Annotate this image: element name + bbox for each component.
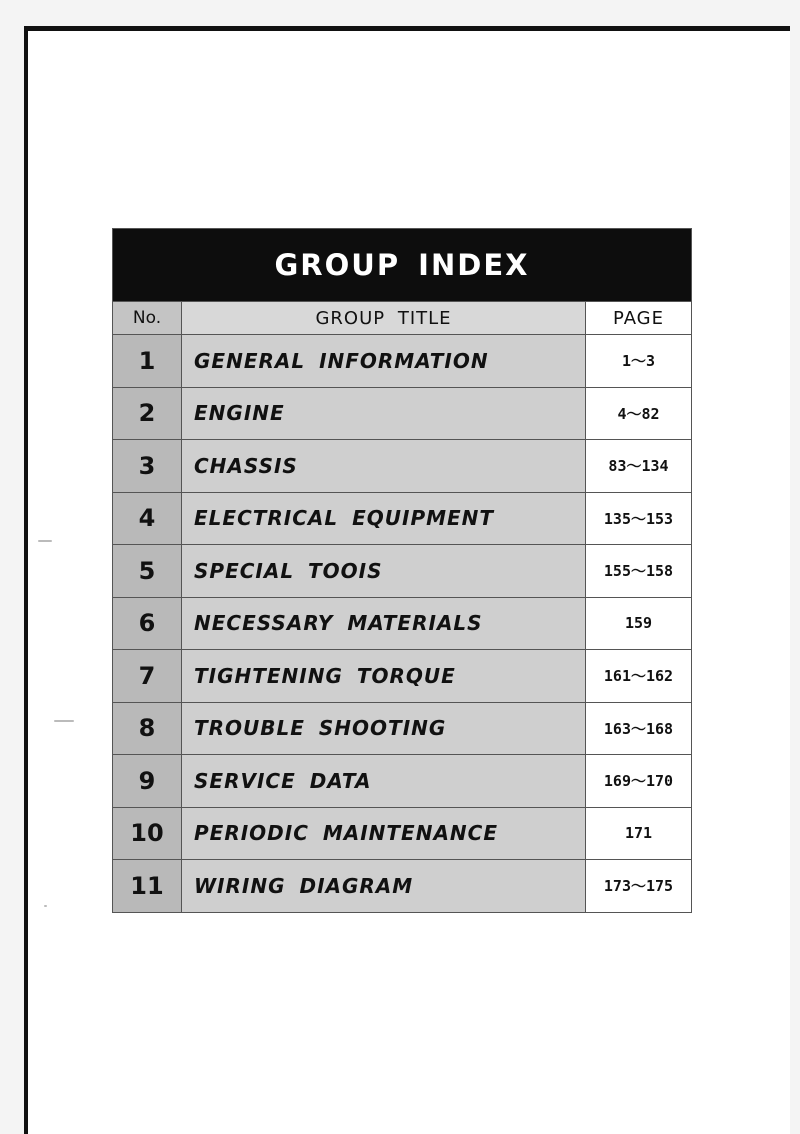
page-range: 135～153 <box>586 492 692 545</box>
column-header-group-title: GROUP TITLE <box>182 302 586 335</box>
table-row <box>113 597 692 650</box>
table-row <box>113 755 692 808</box>
group-title: WIRING DIAGRAM <box>182 860 586 913</box>
group-number: 8 <box>113 702 182 755</box>
group-title: TROUBLE SHOOTING <box>182 702 586 755</box>
page-range: 163～168 <box>586 702 692 755</box>
table-row <box>113 492 692 545</box>
group-title: GENERAL INFORMATION <box>182 335 586 388</box>
column-header-no: No. <box>113 302 182 335</box>
group-title: ELECTRICAL EQUIPMENT <box>182 492 586 545</box>
table-row <box>113 440 692 493</box>
group-title: ENGINE <box>182 387 586 440</box>
column-header-page: PAGE <box>586 302 692 335</box>
page-range: 171 <box>586 807 692 860</box>
scan-speck <box>44 905 47 907</box>
table-row <box>113 335 692 388</box>
page-range: 1～3 <box>586 335 692 388</box>
page-range: 83～134 <box>586 440 692 493</box>
scan-speck <box>38 540 52 542</box>
page-range: 173～175 <box>586 860 692 913</box>
table-row <box>113 650 692 703</box>
table-row <box>113 860 692 913</box>
group-number: 2 <box>113 387 182 440</box>
group-index-table <box>112 228 692 913</box>
table-row <box>113 807 692 860</box>
group-number: 1 <box>113 335 182 388</box>
group-title: PERIODIC MAINTENANCE <box>182 807 586 860</box>
group-title: CHASSIS <box>182 440 586 493</box>
page-range: 169～170 <box>586 755 692 808</box>
group-number: 9 <box>113 755 182 808</box>
group-title: SPECIAL TOOIS <box>182 545 586 598</box>
group-title: NECESSARY MATERIALS <box>182 597 586 650</box>
table-row <box>113 545 692 598</box>
page-range: 155～158 <box>586 545 692 598</box>
page-range: 4～82 <box>586 387 692 440</box>
group-number: 7 <box>113 650 182 703</box>
group-title: SERVICE DATA <box>182 755 586 808</box>
group-number: 5 <box>113 545 182 598</box>
page-range: 161～162 <box>586 650 692 703</box>
table-row <box>113 702 692 755</box>
group-number: 10 <box>113 807 182 860</box>
group-number: 4 <box>113 492 182 545</box>
group-number: 11 <box>113 860 182 913</box>
table-row <box>113 387 692 440</box>
group-title: TIGHTENING TORQUE <box>182 650 586 703</box>
page-range: 159 <box>586 597 692 650</box>
group-number: 3 <box>113 440 182 493</box>
scan-speck <box>54 720 74 722</box>
group-number: 6 <box>113 597 182 650</box>
group-index-heading: GROUP INDEX <box>113 229 692 302</box>
